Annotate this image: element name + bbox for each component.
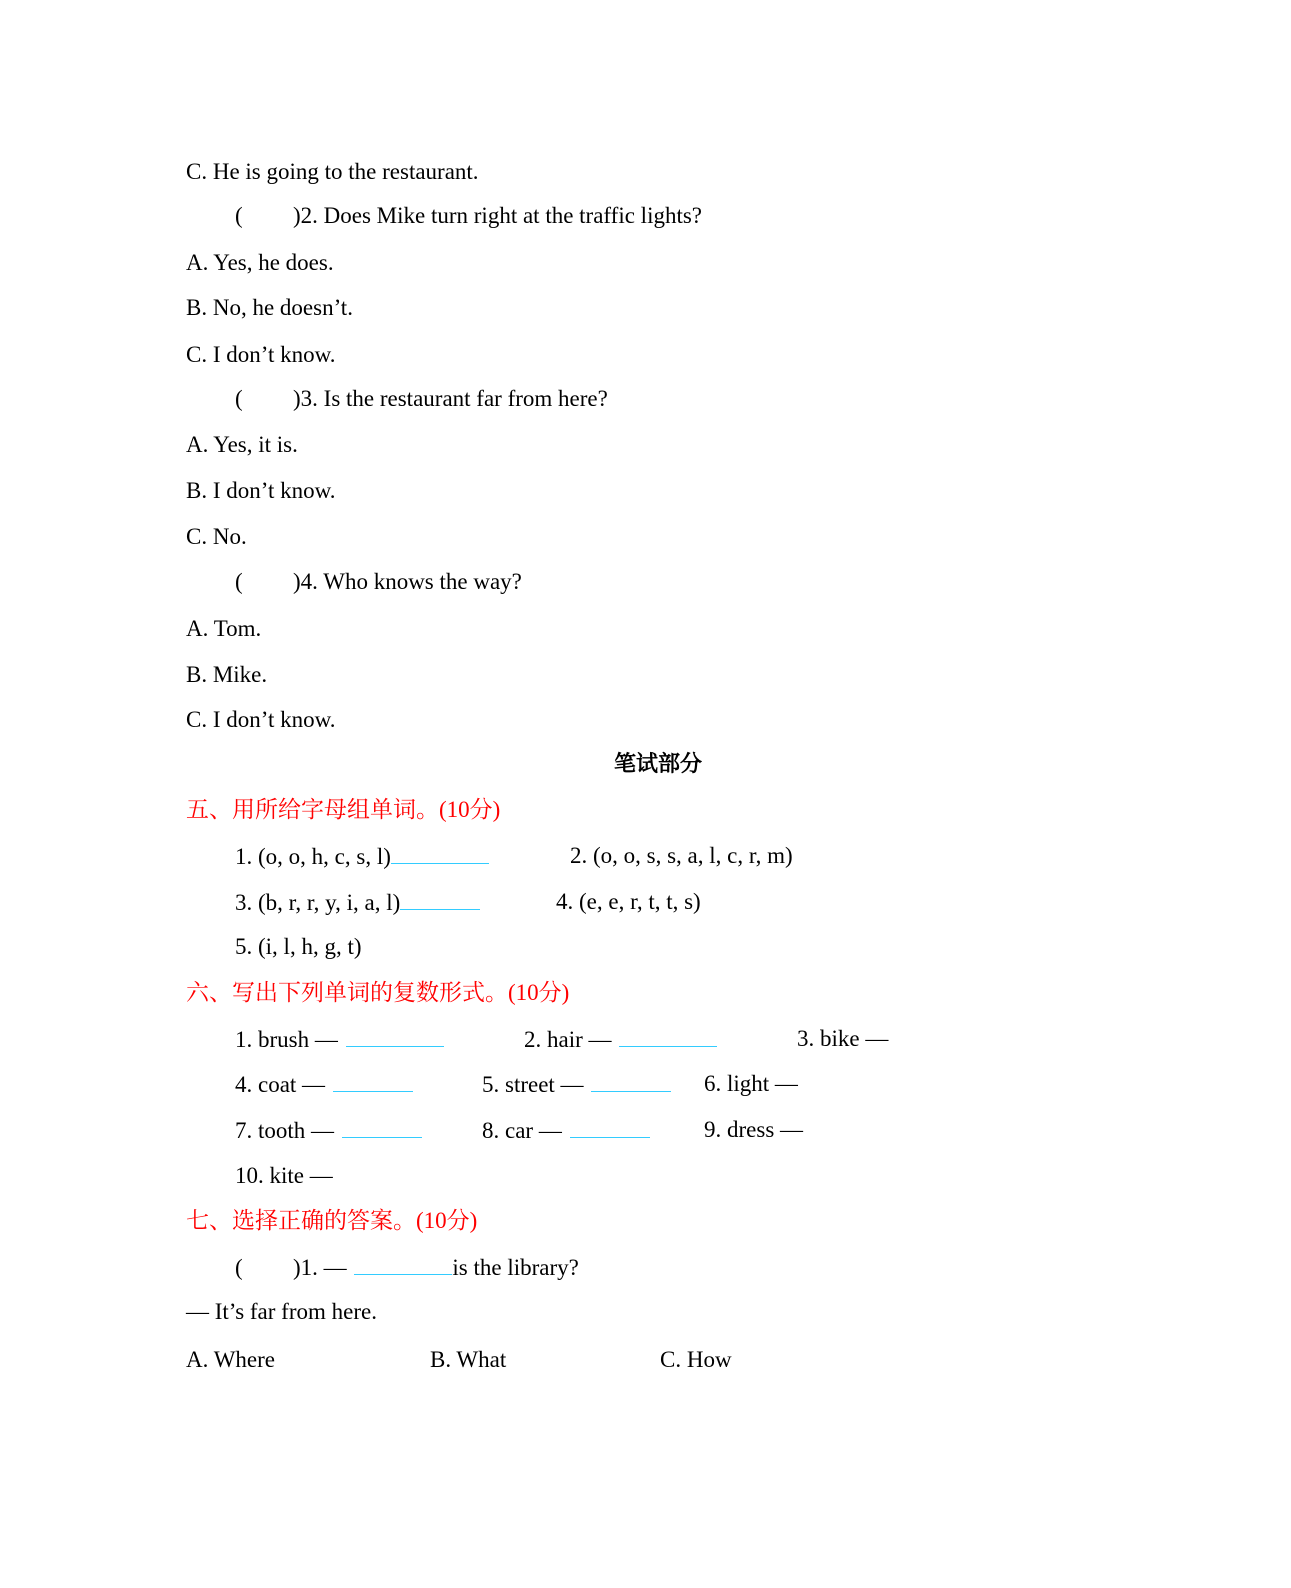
s6-item-8	[482, 1115, 650, 1146]
s7-q1-answer-line: — It’s far from here.	[186, 1299, 377, 1324]
q3-option-b: B. I don’t know.	[186, 478, 336, 503]
s6-item-9: 9. dress —	[704, 1117, 804, 1142]
answer-paren: (	[235, 203, 243, 228]
s7-q1-option-c: C. How	[660, 1347, 732, 1372]
s6-item-5	[482, 1069, 671, 1100]
question-4	[235, 567, 522, 597]
q4-option-a: A. Tom.	[186, 616, 262, 641]
answer-blank[interactable]	[591, 1069, 671, 1092]
s5-item-1	[235, 841, 489, 872]
q1-option-c: C. He is going to the restaurant.	[186, 159, 479, 184]
question-3	[235, 384, 608, 414]
answer-paren: (	[235, 386, 243, 411]
s6-item-2	[524, 1024, 717, 1055]
q2-option-c: C. I don’t know.	[186, 342, 336, 367]
answer-paren: (	[235, 569, 243, 594]
s6-item-2-text: 2. hair —	[524, 1027, 612, 1052]
section-6-title: 六、写出下列单词的复数形式。(10分)	[186, 980, 570, 1005]
q2-option-a: A. Yes, he does.	[186, 250, 334, 275]
q4-option-b: B. Mike.	[186, 662, 268, 687]
question-stem-prefix: )1. —	[293, 1255, 347, 1280]
s6-item-4-text: 4. coat —	[235, 1072, 326, 1097]
answer-blank[interactable]	[333, 1069, 413, 1092]
s6-item-1-text: 1. brush —	[235, 1027, 338, 1052]
s5-item-3-text: 3. (b, r, r, y, i, a, l)	[235, 890, 401, 915]
question-2	[235, 201, 702, 231]
question-stem: )2. Does Mike turn right at the traffic lights?	[293, 203, 703, 228]
section-7-title: 七、选择正确的答案。(10分)	[186, 1208, 478, 1233]
answer-blank[interactable]	[354, 1252, 452, 1275]
answer-blank[interactable]	[346, 1024, 444, 1047]
s6-item-10: 10. kite —	[235, 1163, 333, 1188]
s7-q1-option-b: B. What	[430, 1347, 507, 1372]
s6-item-3: 3. bike —	[797, 1026, 889, 1051]
written-part-title: 笔试部分	[614, 752, 703, 777]
s6-item-7-text: 7. tooth —	[235, 1118, 335, 1143]
s6-item-1	[235, 1024, 444, 1055]
s5-item-5: 5. (i, l, h, g, t)	[235, 934, 362, 959]
answer-blank[interactable]	[619, 1024, 717, 1047]
s5-item-2: 2. (o, o, s, s, a, l, c, r, m)	[570, 843, 793, 868]
s5-item-4: 4. (e, e, r, t, t, s)	[556, 889, 701, 914]
q2-option-b: B. No, he doesn’t.	[186, 295, 353, 320]
question-stem: )4. Who knows the way?	[293, 569, 522, 594]
answer-paren: (	[235, 1255, 243, 1280]
s6-item-7	[235, 1115, 422, 1146]
q4-option-c: C. I don’t know.	[186, 707, 336, 732]
answer-blank[interactable]	[391, 841, 489, 864]
answer-blank[interactable]	[570, 1115, 650, 1138]
section-5-title: 五、用所给字母组单词。(10分)	[186, 797, 501, 822]
s6-item-5-text: 5. street —	[482, 1072, 584, 1097]
answer-blank[interactable]	[400, 887, 480, 910]
s6-item-4	[235, 1069, 413, 1100]
s6-item-8-text: 8. car —	[482, 1118, 562, 1143]
q3-option-a: A. Yes, it is.	[186, 432, 298, 457]
s6-item-6: 6. light —	[704, 1071, 798, 1096]
s7-question-1	[235, 1252, 579, 1283]
s5-item-1-text: 1. (o, o, h, c, s, l)	[235, 844, 391, 869]
q3-option-c: C. No.	[186, 524, 247, 549]
question-stem: )3. Is the restaurant far from here?	[293, 386, 608, 411]
s5-item-3	[235, 887, 480, 918]
s7-q1-option-a: A. Where	[186, 1347, 275, 1372]
question-stem-suffix: is the library?	[452, 1255, 579, 1280]
answer-blank[interactable]	[342, 1115, 422, 1138]
